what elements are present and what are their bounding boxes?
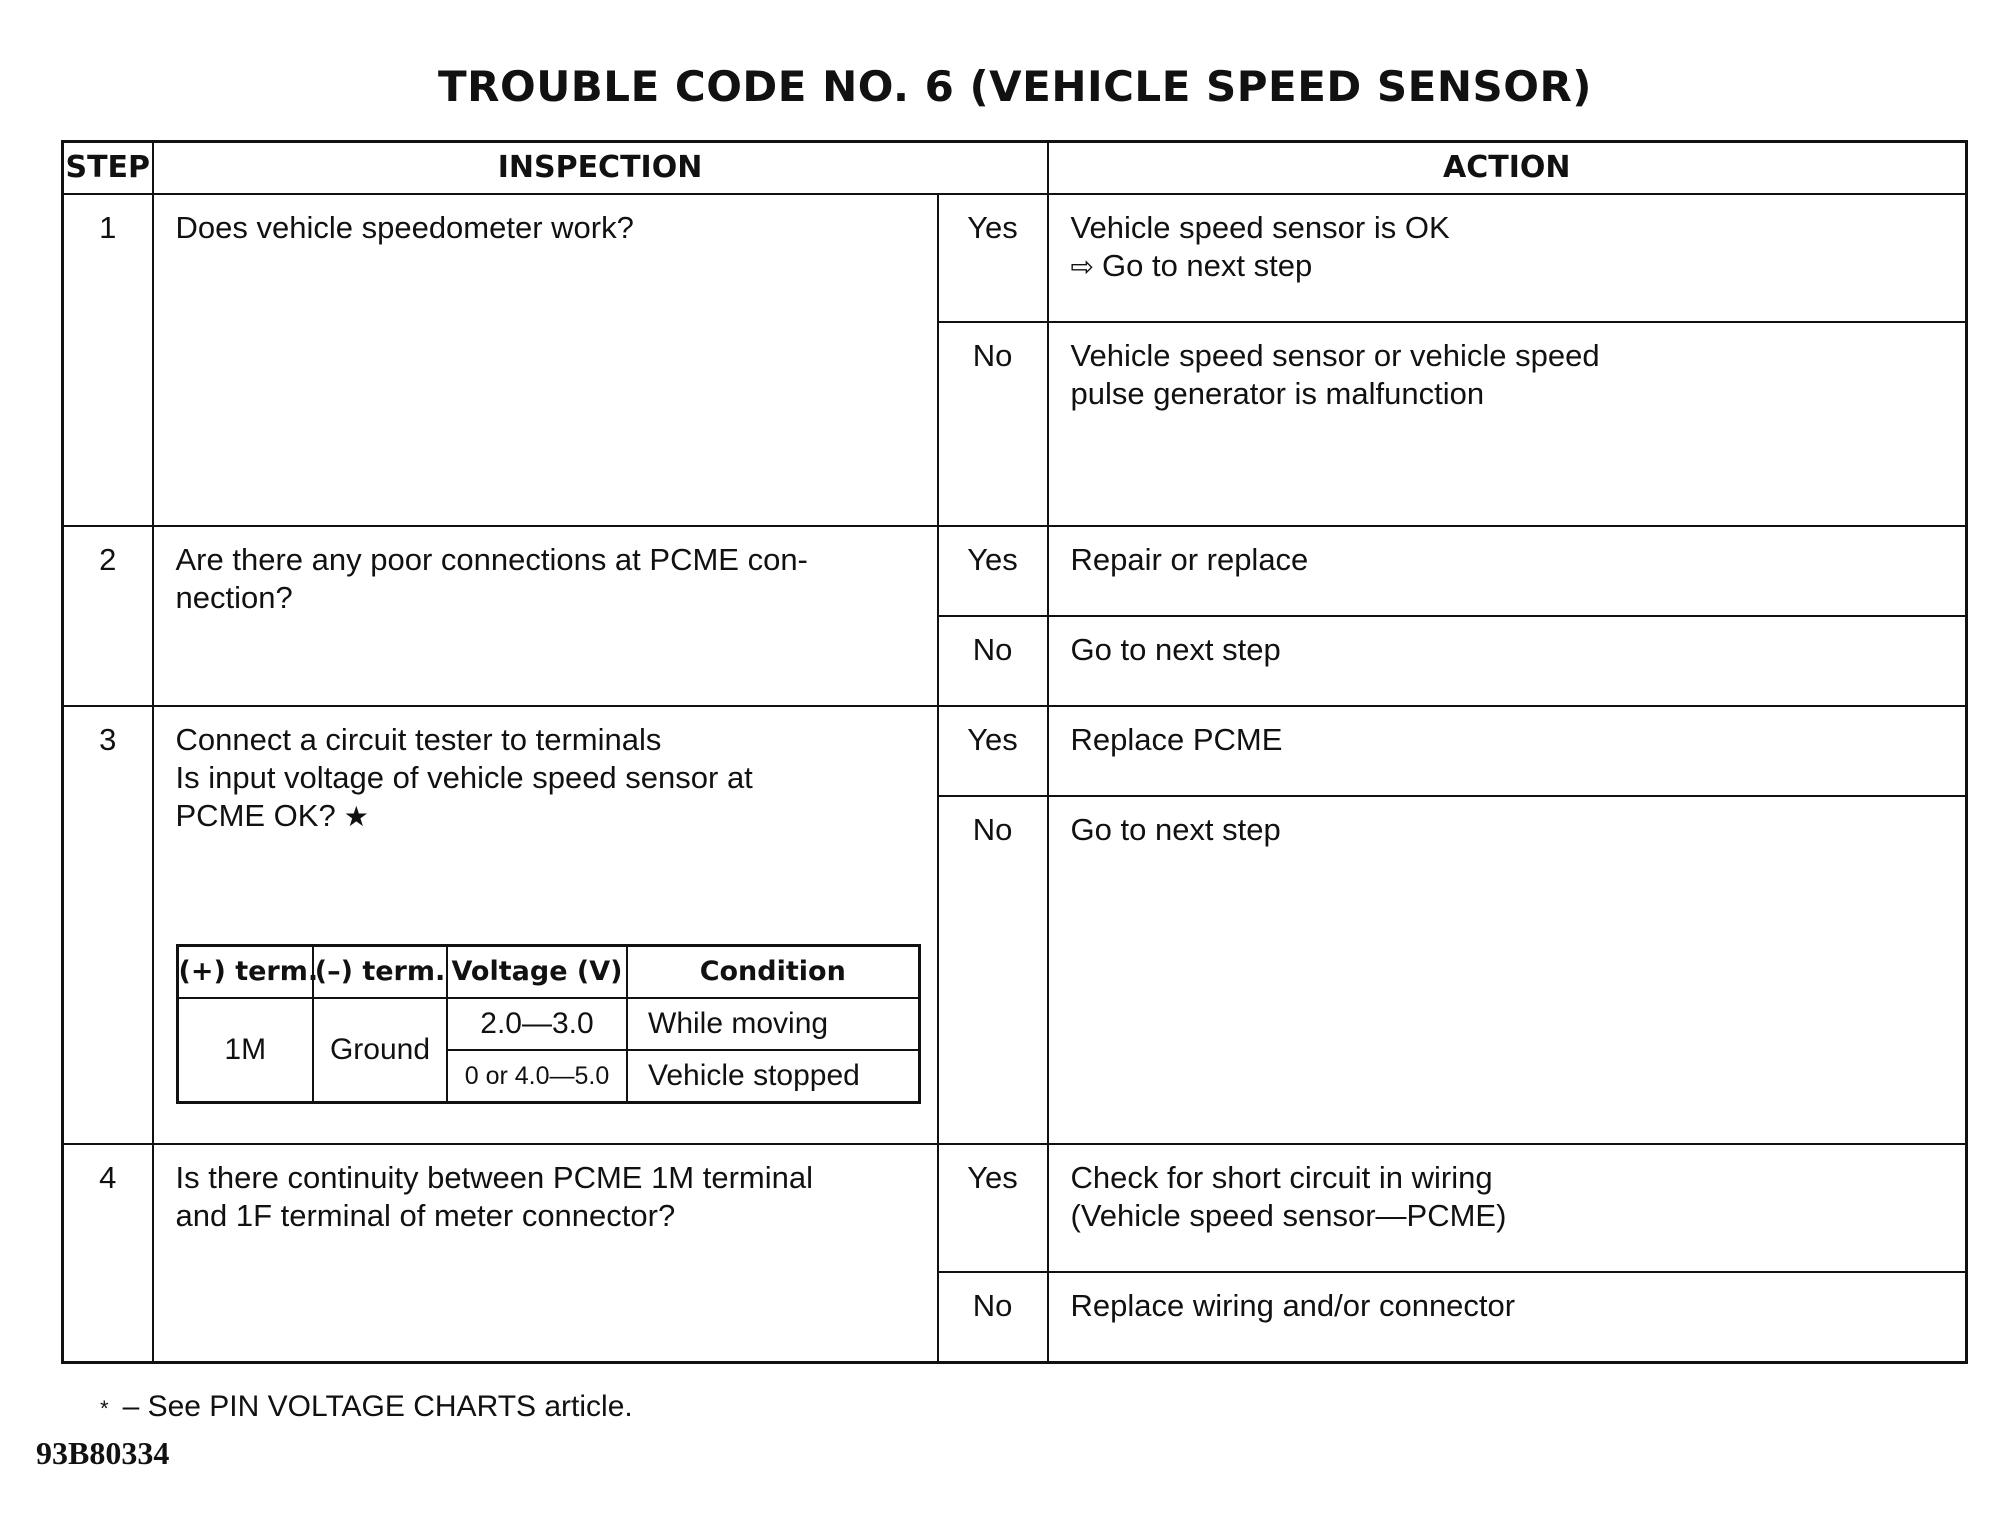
step-header: STEP: [63, 142, 153, 195]
plus-term-value: 1M: [177, 998, 313, 1103]
action-text: Vehicle speed sensor or vehicle speed: [1070, 338, 1600, 374]
voltage-header-row: [177, 946, 919, 999]
inspection-text: Are there any poor connections at PCME con-: [175, 542, 808, 578]
page-title: TROUBLE CODE NO. 6 (VEHICLE SPEED SENSOR): [438, 62, 1592, 111]
answer-no: No: [938, 796, 1048, 1144]
inspection-cell: [153, 706, 938, 1144]
answer-yes: Yes: [938, 526, 1048, 616]
inspection-text: nection?: [175, 580, 293, 616]
condition-value: Vehicle stopped: [627, 1050, 919, 1103]
star-icon: ★: [343, 801, 369, 833]
action-cell: [1048, 796, 1967, 1144]
answer-no: No: [938, 322, 1048, 526]
arrow-right-icon: ⇨: [1070, 251, 1094, 283]
inspection-text: Is there continuity between PCME 1M terminal: [175, 1160, 813, 1196]
action-text: pulse generator is malfunction: [1070, 376, 1485, 412]
step-number: 1: [63, 194, 153, 526]
table-row: [63, 1144, 1967, 1272]
footnote: [100, 1390, 633, 1424]
action-cell: [1048, 1144, 1967, 1272]
action-cell: [1048, 1272, 1967, 1362]
footnote-text: – See PIN VOLTAGE CHARTS article.: [122, 1390, 633, 1423]
trouble-code-table: [61, 140, 1968, 1364]
action-cell: [1048, 194, 1967, 322]
inspection-text-part: PCME OK?: [175, 798, 336, 834]
minus-term-header: (–) term.: [313, 946, 447, 999]
inspection-text: Does vehicle speedometer work?: [175, 210, 634, 246]
voltage-value: 0 or 4.0—5.0: [447, 1050, 627, 1103]
action-text: Go to next step: [1070, 632, 1281, 668]
voltage-row: [177, 998, 919, 1050]
inspection-text: Connect a circuit tester to terminals: [175, 722, 662, 758]
table-row: [63, 706, 1967, 796]
action-text: Vehicle speed sensor is OK: [1070, 210, 1450, 246]
voltage-header: Voltage (V): [447, 946, 627, 999]
table-row: [63, 194, 1967, 322]
voltage-table: [176, 944, 921, 1104]
answer-no: No: [938, 616, 1048, 706]
action-cell: [1048, 706, 1967, 796]
inspection-header: INSPECTION: [153, 142, 1048, 195]
minus-term-value: Ground: [313, 998, 447, 1103]
plus-term-header: (+) term.: [177, 946, 313, 999]
action-text: Replace wiring and/or connector: [1070, 1288, 1516, 1324]
condition-header: Condition: [627, 946, 919, 999]
inspection-cell: [153, 1144, 938, 1362]
answer-yes: Yes: [938, 706, 1048, 796]
figure-code: 93B80334: [36, 1435, 170, 1471]
action-cell: [1048, 526, 1967, 616]
step-number: 2: [63, 526, 153, 706]
action-cell: [1048, 322, 1967, 526]
inspection-text: [176, 797, 917, 836]
answer-no: No: [938, 1272, 1048, 1362]
action-arrow-text: Go to next step: [1101, 248, 1313, 284]
asterisk-icon: *: [100, 1396, 109, 1421]
action-cell: [1048, 616, 1967, 706]
action-text: Replace PCME: [1070, 722, 1283, 758]
step-number: 3: [63, 706, 153, 1144]
inspection-cell: [153, 194, 938, 526]
inspection-text: and 1F terminal of meter connector?: [175, 1198, 676, 1234]
step-number: 4: [63, 1144, 153, 1362]
voltage-value: 2.0—3.0: [447, 998, 627, 1050]
action-text: Check for short circuit in wiring: [1070, 1160, 1493, 1196]
condition-value: While moving: [627, 998, 919, 1050]
action-text: Go to next step: [1070, 812, 1281, 848]
action-text: [1071, 247, 1946, 286]
header-row: [63, 142, 1967, 195]
voltage-table-wrap: [176, 944, 917, 1104]
inspection-cell: [153, 526, 938, 706]
inspection-text: Is input voltage of vehicle speed sensor at: [175, 760, 753, 796]
answer-yes: Yes: [938, 194, 1048, 322]
table-row: [63, 526, 1967, 616]
action-header: ACTION: [1048, 142, 1967, 195]
action-text: Repair or replace: [1070, 542, 1309, 578]
action-text: (Vehicle speed sensor—PCME): [1070, 1198, 1507, 1234]
answer-yes: Yes: [938, 1144, 1048, 1272]
